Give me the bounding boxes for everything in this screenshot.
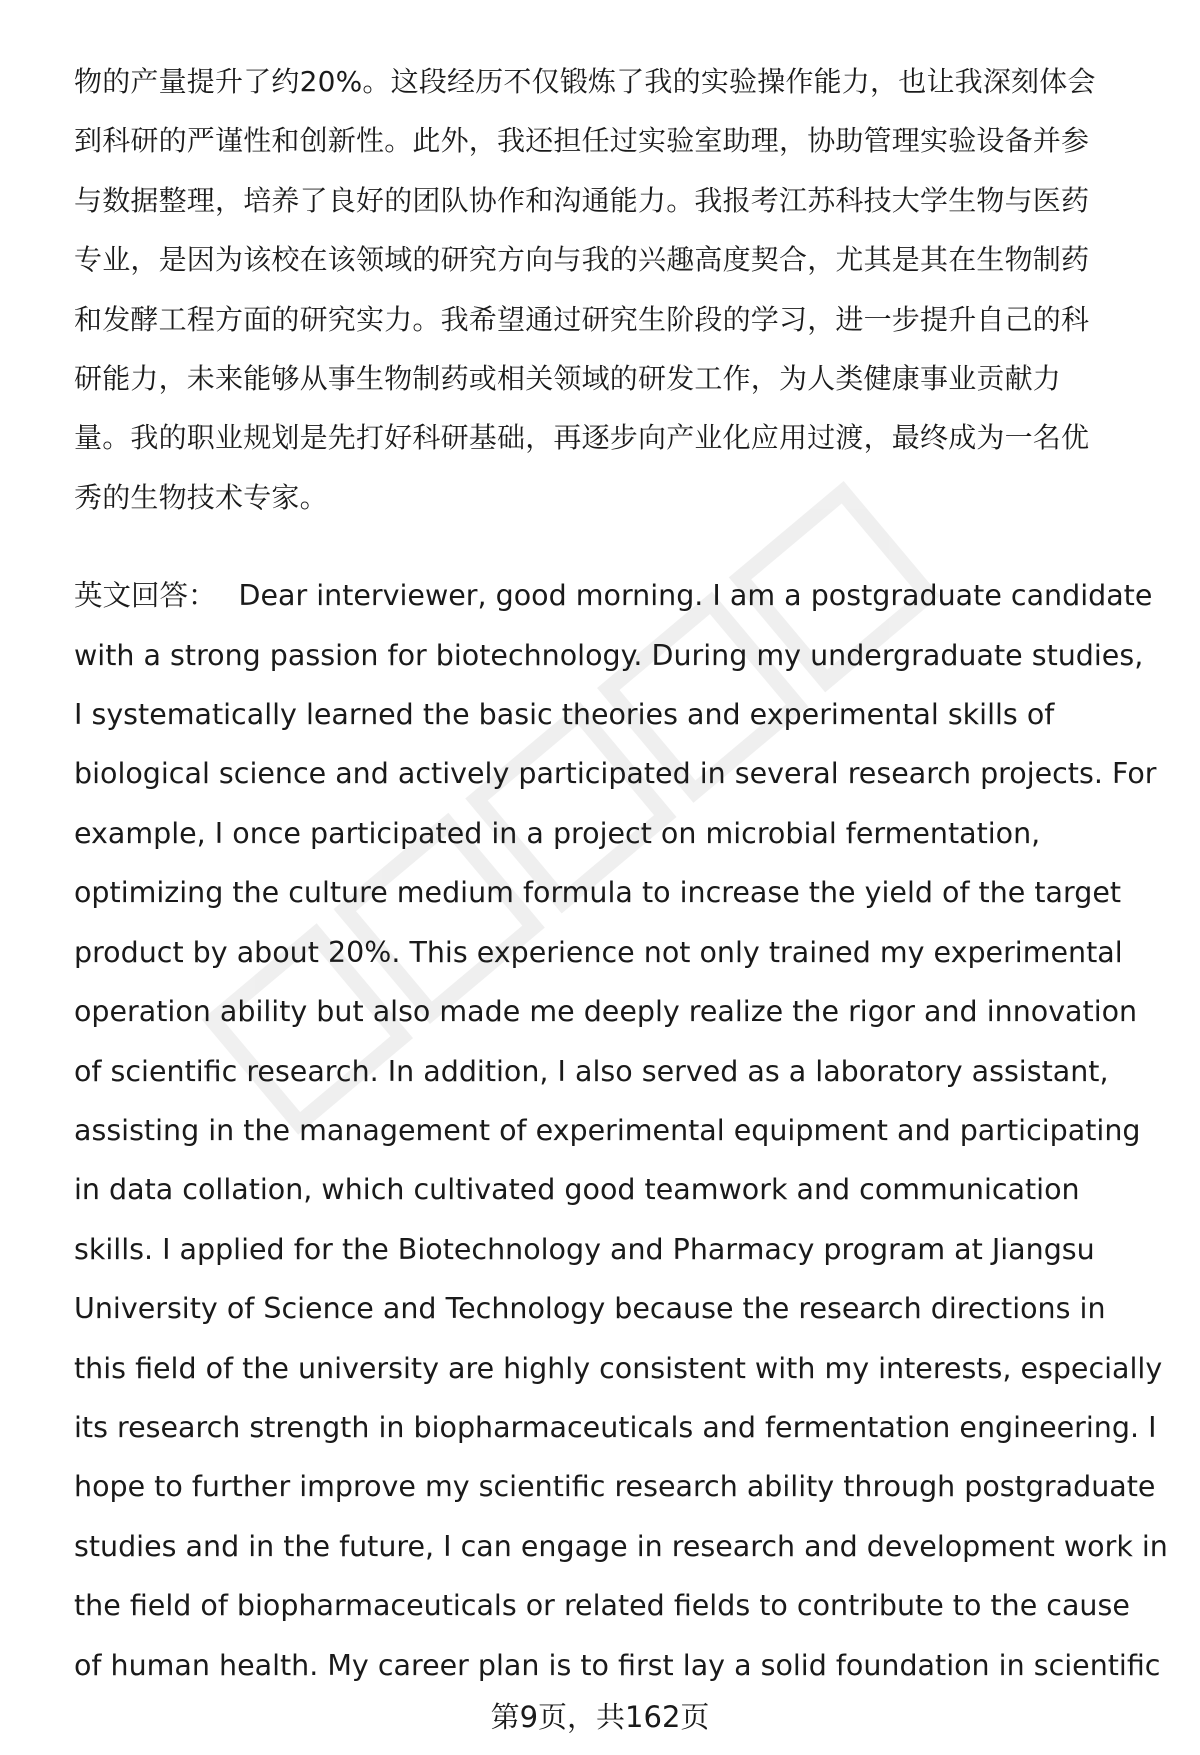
paragraph-line: 量。我的职业规划是先打好科研基础，再逐步向产业化应用过渡，最终成为一名优	[74, 421, 1090, 455]
paragraph-line: 与数据整理，培养了良好的团队协作和沟通能力。我报考江苏科技大学生物与医药	[74, 183, 1090, 217]
paragraph-line: of human health. My career plan is to first lay a solid foundation in scientific	[74, 1648, 1161, 1682]
paragraph-line: optimizing the culture medium formula to increase the yield of the target	[74, 876, 1122, 910]
paragraph-line	[74, 566, 1159, 625]
paragraph-line: I systematically learned the basic theories and experimental skills of	[74, 698, 1055, 732]
paragraph-line: its research strength in biopharmaceuticals and fermentation engineering. I	[74, 1410, 1157, 1444]
paragraph-line: product by about 20%. This experience not only trained my experimental	[74, 935, 1123, 969]
document-page	[74, 52, 1168, 1695]
paragraph-line: operation ability but also made me deeply realize the rigor and innovation	[74, 995, 1138, 1029]
english-answer-paragraph	[74, 566, 1168, 1695]
paragraph-line: University of Science and Technology because the research directions in	[74, 1292, 1106, 1326]
paragraph-line: studies and in the future, I can engage in research and development work in	[74, 1529, 1168, 1563]
paragraph-line: 秀的生物技术专家。	[74, 480, 328, 514]
paragraph-line: example, I once participated in a project on microbial fermentation,	[74, 816, 1041, 850]
paragraph-line: hope to further improve my scientific research ability through postgraduate	[74, 1470, 1156, 1504]
paragraph-line: in data collation, which cultivated good teamwork and communication	[74, 1173, 1080, 1207]
english-answer-label: 英文回答：	[74, 579, 217, 613]
english-answer-first-line: Dear interviewer, good morning. I am a postgraduate candidate	[238, 579, 1153, 613]
chinese-answer-paragraph	[74, 52, 1159, 527]
paragraph-line: 物的产量提升了约20%。这段经历不仅锻炼了我的实验操作能力，也让我深刻体会	[74, 65, 1096, 98]
paragraph-line: biological science and actively participated in several research projects. For	[74, 757, 1157, 791]
paragraph-line: this field of the university are highly consistent with my interests, especially	[74, 1351, 1163, 1385]
paragraph-line: with a strong passion for biotechnology. During my undergraduate studies,	[74, 638, 1144, 672]
paragraph-line: 到科研的严谨性和创新性。此外，我还担任过实验室助理，协助管理实验设备并参	[74, 124, 1090, 158]
paragraph-line: of scientific research. In addition, I also served as a laboratory assistant,	[74, 1054, 1109, 1088]
paragraph-line: the field of biopharmaceuticals or related fields to contribute to the cause	[74, 1589, 1130, 1623]
paragraph-line: 和发酵工程方面的研究实力。我希望通过研究生阶段的学习，进一步提升自己的科	[74, 302, 1090, 336]
page-number-footer: 第9页，共162页	[490, 1700, 710, 1734]
paragraph-line: assisting in the management of experimental equipment and participating	[74, 1113, 1141, 1147]
paragraph-line: 专业，是因为该校在该领域的研究方向与我的兴趣高度契合，尤其是其在生物制药	[74, 243, 1090, 277]
paragraph-line: 研能力，未来能够从事生物制药或相关领域的研发工作，为人类健康事业贡献力	[74, 362, 1062, 396]
paragraph-line: skills. I applied for the Biotechnology and Pharmacy program at Jiangsu	[74, 1232, 1095, 1266]
